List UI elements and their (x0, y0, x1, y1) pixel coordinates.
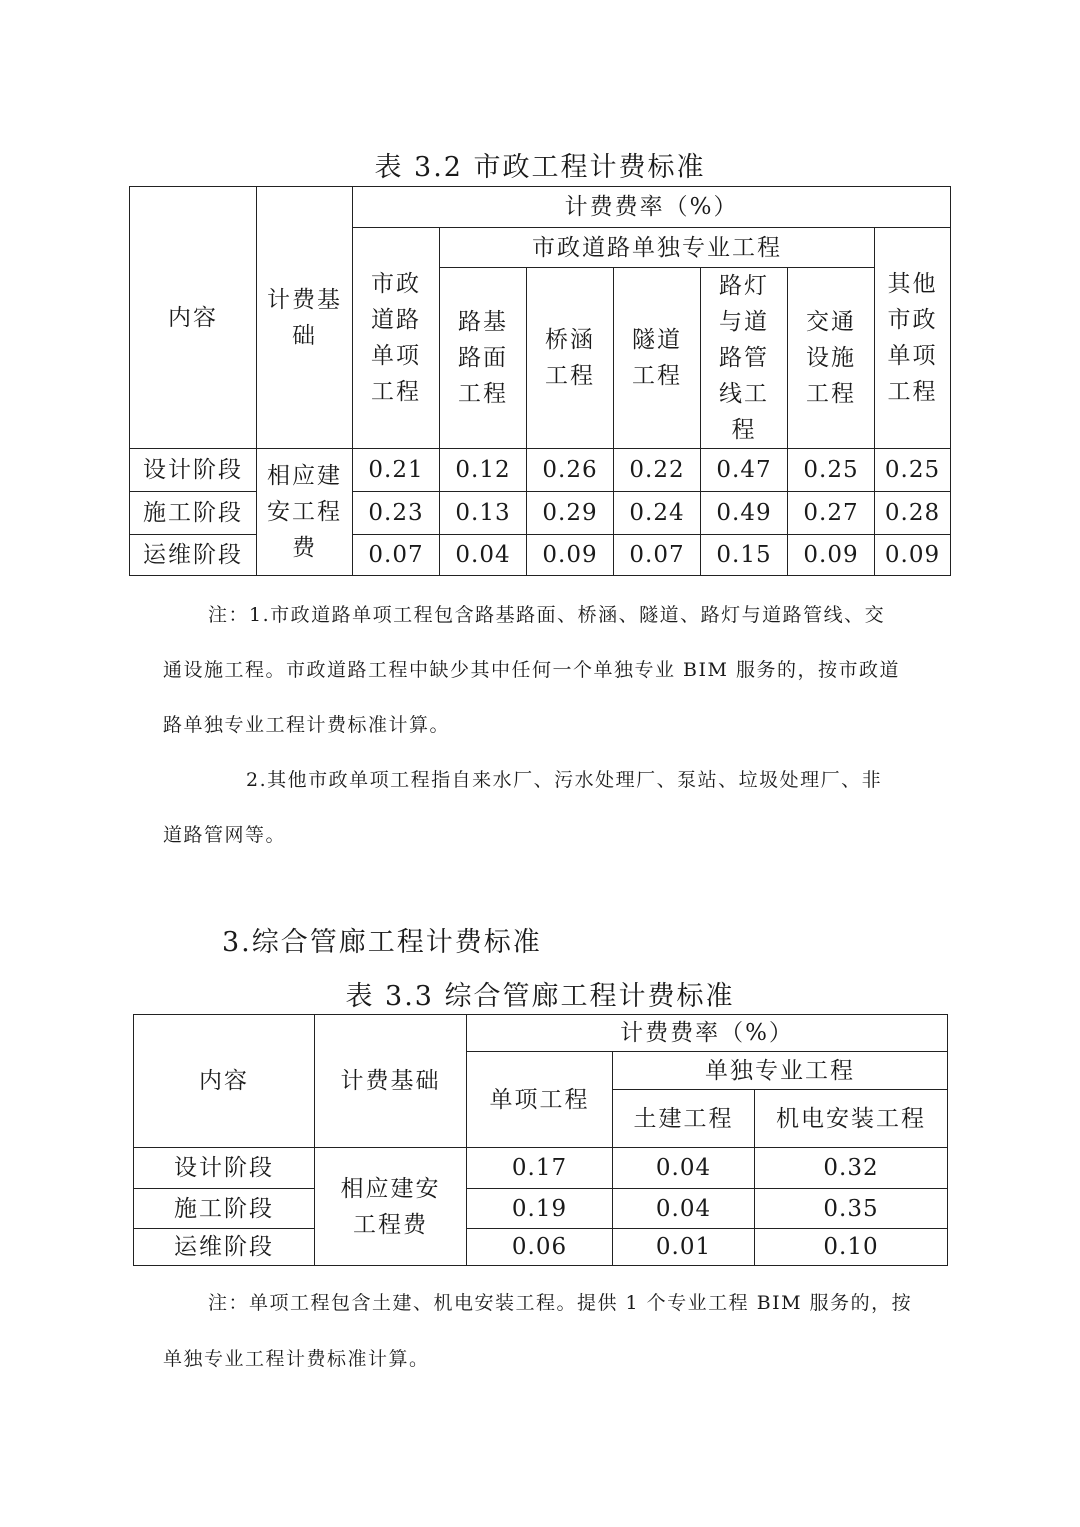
rate-cell: 0.07 (614, 535, 701, 576)
table-3-2-caption: 表 3.2 市政工程计费标准 (374, 152, 706, 183)
rate-cell: 0.23 (353, 492, 440, 535)
table-3-3-caption: 表 3.3 综合管廊工程计费标准 (345, 981, 735, 1012)
header-content: 内容 (134, 1015, 315, 1148)
table-3-3 (133, 1014, 948, 1266)
header-road-separate: 市政道路单独专业工程 (440, 228, 875, 268)
rate-cell: 0.21 (353, 449, 440, 492)
header-rate: 计费费率（%） (467, 1015, 948, 1052)
header-bridge: 桥涵工程 (527, 268, 614, 449)
header-other: 其他市政单项工程 (875, 228, 951, 449)
table-row (130, 492, 951, 535)
rate-cell: 0.47 (701, 449, 788, 492)
stage-cell: 运维阶段 (130, 535, 257, 576)
rate-cell: 0.01 (613, 1229, 755, 1266)
header-road-single: 市政道路单项工程 (353, 228, 440, 449)
header-civil: 土建工程 (613, 1090, 755, 1148)
rate-cell: 0.15 (701, 535, 788, 576)
note-3-line-2: 单独专业工程计费标准计算。 (163, 1348, 430, 1370)
header-mep: 机电安装工程 (755, 1090, 948, 1148)
rate-cell: 0.09 (875, 535, 951, 576)
stage-cell: 施工阶段 (134, 1189, 315, 1229)
section-heading: 3.综合管廊工程计费标准 (222, 927, 542, 958)
rate-cell: 0.09 (788, 535, 875, 576)
stage-cell: 施工阶段 (130, 492, 257, 535)
note-1-line-1: 注：1.市政道路单项工程包含路基路面、桥涵、隧道、路灯与道路管线、交 (208, 604, 886, 626)
rate-cell: 0.28 (875, 492, 951, 535)
header-lighting: 路灯与道路管线工程 (701, 268, 788, 449)
rate-cell: 0.10 (755, 1229, 948, 1266)
header-basis: 计费基础 (315, 1015, 467, 1148)
rate-cell: 0.32 (755, 1148, 948, 1189)
table-row (130, 535, 951, 576)
rate-cell: 0.26 (527, 449, 614, 492)
table-3-2 (129, 186, 951, 576)
rate-cell: 0.04 (613, 1148, 755, 1189)
header-subgrade: 路基路面工程 (440, 268, 527, 449)
rate-cell: 0.25 (875, 449, 951, 492)
rate-cell: 0.24 (614, 492, 701, 535)
table-row (134, 1148, 948, 1189)
rate-cell: 0.49 (701, 492, 788, 535)
header-traffic: 交通设施工程 (788, 268, 875, 449)
rate-cell: 0.04 (613, 1189, 755, 1229)
rate-cell: 0.29 (527, 492, 614, 535)
header-content: 内容 (130, 187, 257, 449)
rate-cell: 0.27 (788, 492, 875, 535)
rate-cell: 0.35 (755, 1189, 948, 1229)
note-1-line-2: 通设施工程。市政道路工程中缺少其中任何一个单独专业 BIM 服务的，按市政道 (163, 659, 901, 681)
rate-cell: 0.19 (467, 1189, 613, 1229)
note-2-line-2: 道路管网等。 (163, 824, 287, 846)
rate-cell: 0.09 (527, 535, 614, 576)
table-row (134, 1229, 948, 1266)
note-3-line-1: 注：单项工程包含土建、机电安装工程。提供 1 个专业工程 BIM 服务的，按 (208, 1292, 913, 1314)
table-row (130, 449, 951, 492)
rate-cell: 0.04 (440, 535, 527, 576)
basis-cell: 相应建安工程费 (315, 1148, 467, 1266)
stage-cell: 运维阶段 (134, 1229, 315, 1266)
stage-cell: 设计阶段 (130, 449, 257, 492)
basis-cell: 相应建安工程费 (257, 449, 353, 576)
header-tunnel: 隧道工程 (614, 268, 701, 449)
header-basis: 计费基础 (257, 187, 353, 449)
note-2-line-1: 2.其他市政单项工程指自来水厂、污水处理厂、泵站、垃圾处理厂、非 (246, 769, 883, 791)
rate-cell: 0.13 (440, 492, 527, 535)
rate-cell: 0.22 (614, 449, 701, 492)
header-rate: 计费费率（%） (353, 187, 951, 228)
rate-cell: 0.06 (467, 1229, 613, 1266)
rate-cell: 0.07 (353, 535, 440, 576)
rate-cell: 0.17 (467, 1148, 613, 1189)
table-row (134, 1189, 948, 1229)
note-1-line-3: 路单独专业工程计费标准计算。 (163, 714, 451, 736)
stage-cell: 设计阶段 (134, 1148, 315, 1189)
header-single: 单项工程 (467, 1052, 613, 1148)
header-separate: 单独专业工程 (613, 1052, 948, 1090)
rate-cell: 0.25 (788, 449, 875, 492)
rate-cell: 0.12 (440, 449, 527, 492)
